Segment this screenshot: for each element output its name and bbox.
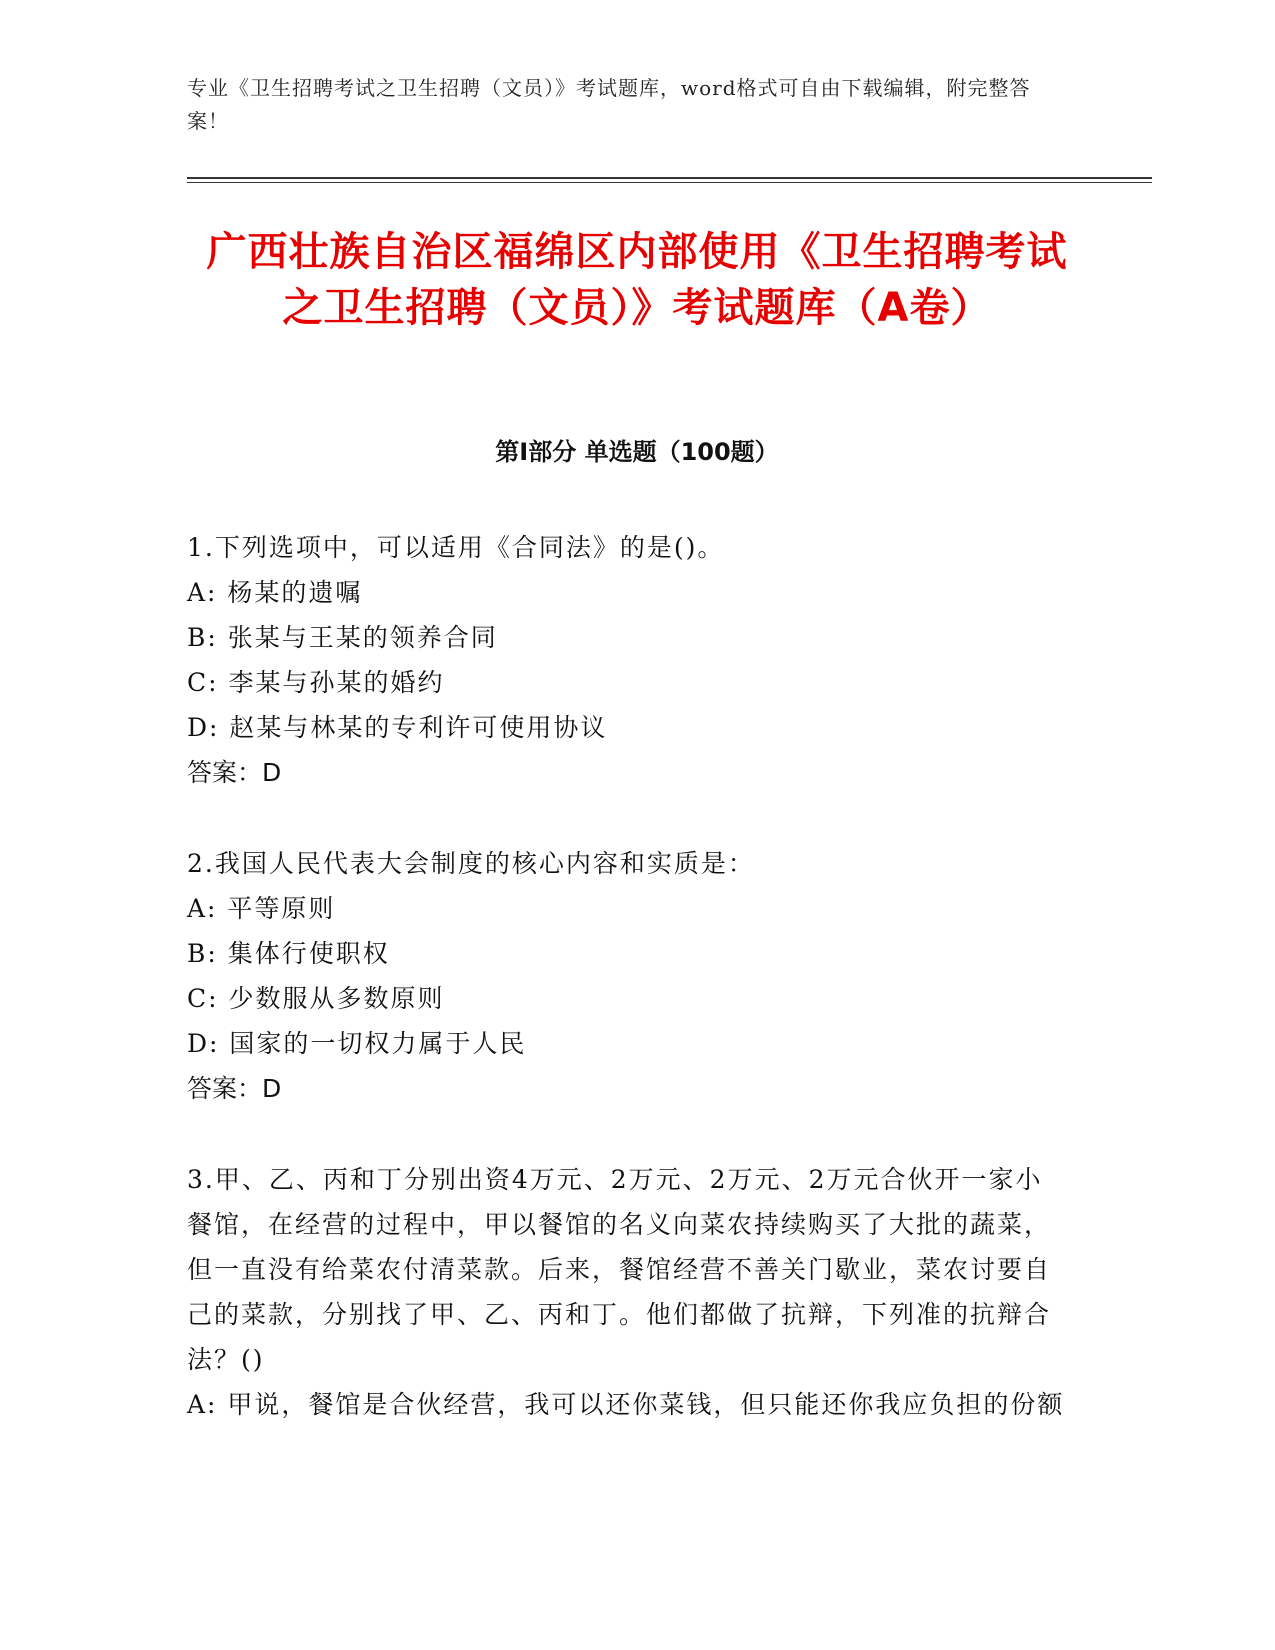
header-rule-thin [187,182,1152,183]
question-3 [187,1157,1067,1427]
question-list [187,525,1067,1473]
question-text: 2.我国人民代表大会制度的核心内容和实质是： [187,849,755,878]
answer: 答案：D [187,1074,282,1103]
option-c: C: 李某与孙某的婚约 [187,668,445,697]
question-2 [187,841,1067,1111]
option-a: A: 平等原则 [187,894,336,923]
option-c: C: 少数服从多数原则 [187,984,445,1013]
option-b: B: 张某与王某的领养合同 [187,623,498,652]
option-d: D: 国家的一切权力属于人民 [187,1029,527,1058]
section-title: 第Ⅰ部分 单选题（100题） [495,438,779,466]
question-text: 1.下列选项中，可以适用《合同法》的是()。 [187,533,725,562]
option-a: A: 杨某的遗嘱 [187,578,363,607]
option-b: B: 集体行使职权 [187,939,390,968]
option-d: D: 赵某与林某的专利许可使用协议 [187,713,608,742]
header-note: 专业《卫生招聘考试之卫生招聘（文员）》考试题库，word格式可自由下载编辑，附完整答案！ [187,76,1031,133]
option-a: A: 甲说，餐馆是合伙经营，我可以还你菜钱，但只能还你我应负担的份额 [187,1390,1065,1419]
question-text: 3.甲、乙、丙和丁分别出资4万元、2万元、2万元、2万元合伙开一家小餐馆，在经营的过程中，甲以餐馆的名义向菜农持续购买了大批的蔬菜，但一直没有给菜农付清菜款。后来，餐馆经营不善关门歇业，菜农讨要自己的菜款，分别找了甲、乙、丙和丁。他们都做了抗辩，下列准的抗辩合法？() [187,1165,1052,1374]
header-rule-thick [187,177,1152,179]
answer: 答案：D [187,758,282,787]
question-1 [187,525,1067,795]
document-title: 广西壮族自治区福绵区内部使用《卫生招聘考试之卫生招聘（文员）》考试题库（A卷） [206,229,1068,331]
